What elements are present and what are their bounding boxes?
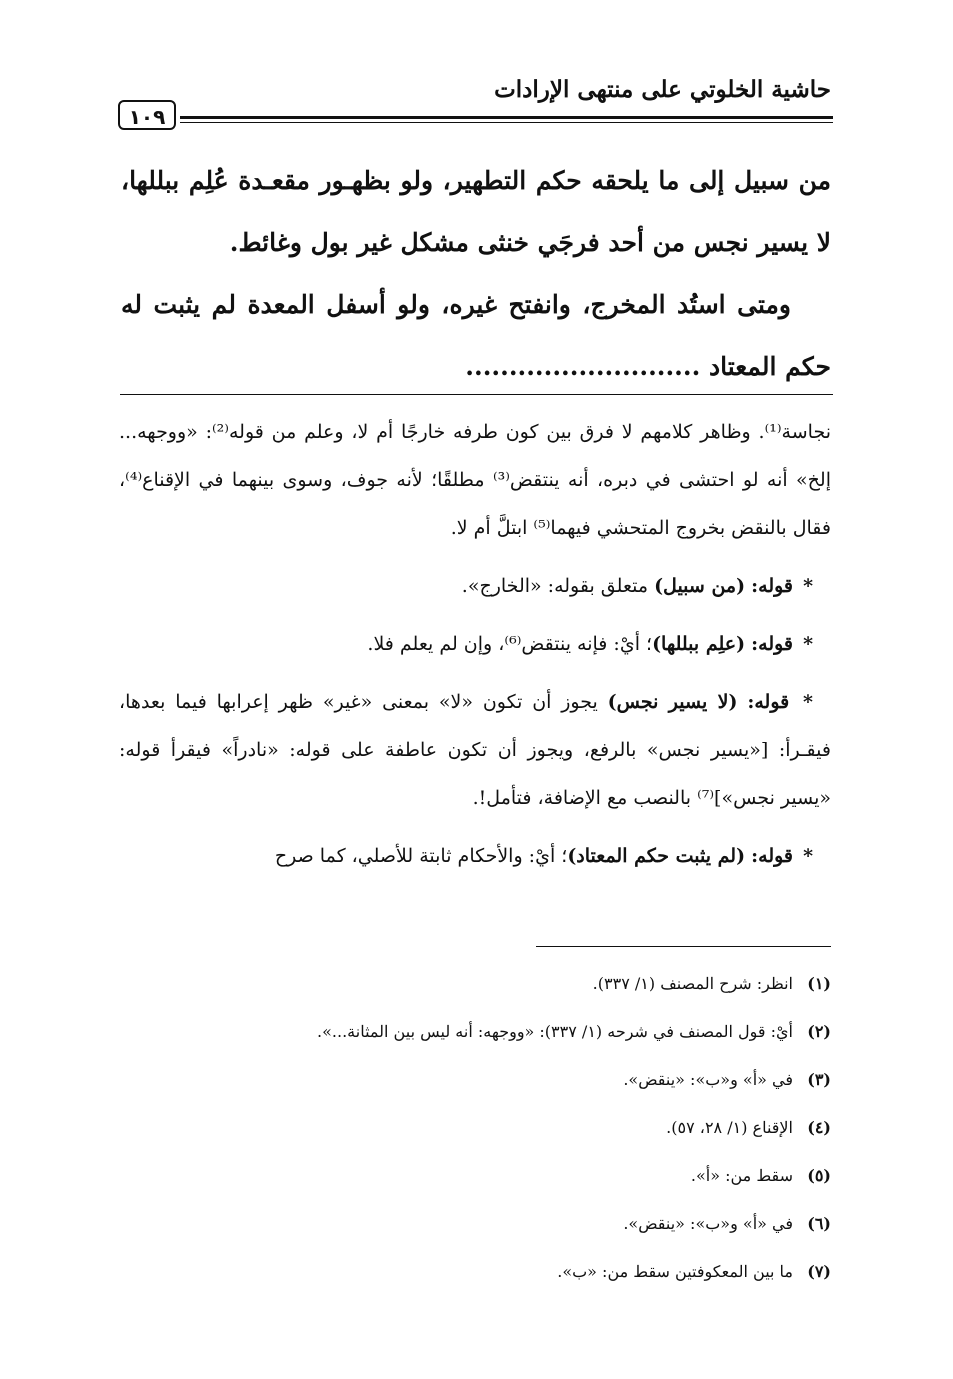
footnote-separator [536, 946, 831, 947]
footnote-3 [119, 1056, 831, 1104]
commentary-item [119, 620, 831, 668]
item-lead: قوله: [751, 845, 794, 867]
commentary-item [119, 678, 831, 822]
main-text-segment: ومتى استُد المخرج، وانفتح غيره، ولو أسفل المعدة لم يثبت له حكم المعتاد [121, 290, 831, 381]
footnote-7 [119, 1248, 831, 1296]
item-quote: (لم يثبت حكم المعتاد) [567, 845, 746, 867]
footnote-6 [119, 1200, 831, 1248]
item-lead: قوله: [751, 633, 794, 655]
footnote-number: (١) [807, 974, 831, 993]
footnote-text: ما بين المعكوفتين سقط من: «ب». [557, 1262, 793, 1281]
footnote-text: في «أ» و«ب»: «ينقض». [623, 1070, 793, 1089]
commentary-item [119, 562, 831, 610]
footnote-text: الإقناع (١/ ٢٨، ٥٧). [666, 1118, 793, 1137]
main-text-segment: من سبيل إلى ما يلحقه حكم التطهير، ولو بظهـور مقعـدة عُلِم ببللها، [121, 166, 831, 195]
item-text: ؛ أيْ: والأحكام ثابتة للأصلي، كما صرح [274, 845, 568, 867]
item-lead: قوله: [751, 575, 794, 597]
footnote-number: (٣) [807, 1070, 831, 1089]
footnote-number: (٦) [807, 1214, 831, 1233]
footnote-text: سقط من: «أ». [690, 1166, 793, 1185]
footnote-number: (٧) [807, 1262, 831, 1281]
header-rule [180, 116, 833, 119]
commentary [119, 408, 831, 880]
star-marker: * [803, 845, 813, 867]
header-rule-thin [180, 122, 833, 123]
footnote-text: في «أ» و«ب»: «ينقض». [623, 1214, 793, 1233]
item-quote: (علِم ببللها) [652, 633, 746, 655]
footnote-text: انظر: شرح المصنف (١/ ٣٣٧). [592, 974, 793, 993]
footnote-text: أيْ: قول المصنف في شرحه (١/ ٣٣٧): «ووجهه: أنه ليس بين المثانة...». [317, 1022, 793, 1041]
footnote-number: (٢) [807, 1022, 831, 1041]
item-text: ؛ أيْ: فإنه ينتقض⁽⁶⁾، وإن لم يعلم فلا. [367, 633, 653, 655]
main-text-separator [120, 394, 833, 395]
commentary-item [119, 832, 831, 880]
commentary-paragraph: نجاسة⁽¹⁾. وظاهر كلامهم لا فرق بين كون طرفه خارجًا أم لا، وعلم من قوله⁽²⁾: «ووجهه... إلخ» أنه لو احتشى في دبره، أنه ينتقض⁽³⁾ مطلقًا؛ لأنه جوف، وسوى بينهما في الإقناع⁽⁴⁾، فقال بالنقض بخروج المتحشي فيهما⁽⁵⁾ ابتلَّ أم لا. [119, 421, 832, 539]
item-quote: (من سبيل) [654, 575, 746, 597]
main-text-segment: لا يسير نجس من أحد فرجَي خنثى مشكل غير بول وغائط. [229, 228, 831, 257]
footnote-5 [119, 1152, 831, 1200]
footnote-number: (٥) [807, 1166, 831, 1185]
running-title: حاشية الخلوتي على منتهى الإرادات [494, 76, 831, 103]
main-text [121, 150, 831, 398]
footnote-number: (٤) [807, 1118, 831, 1137]
item-text: متعلق بقوله: «الخارج». [461, 575, 649, 597]
star-marker: * [803, 633, 813, 655]
main-text-paragraph [121, 274, 831, 398]
item-lead: قوله: [747, 691, 790, 713]
page-number: ١٠٩ [118, 100, 176, 130]
item-text: يجوز أن تكون «لا» بمعنى «غير» ظهر إعرابها فيما بعدها، فيقـرأ: [«يسير نجس» بالرفع، ويجوز أن تكون عاطفة على قوله: «نادراً» فيقرأ قوله: «يسير نجس»]⁽⁷⁾ بالنصب مع الإضافة، فتأمل!. [119, 691, 831, 809]
star-marker: * [803, 691, 813, 713]
footnote-2 [119, 1008, 831, 1056]
item-quote: (لا يسير نجس) [607, 691, 738, 713]
footnotes [119, 960, 831, 1296]
footnote-1 [119, 960, 831, 1008]
footnote-4 [119, 1104, 831, 1152]
main-text-line [121, 150, 831, 274]
leader-dots: ........................... [465, 352, 701, 381]
star-marker: * [803, 575, 813, 597]
